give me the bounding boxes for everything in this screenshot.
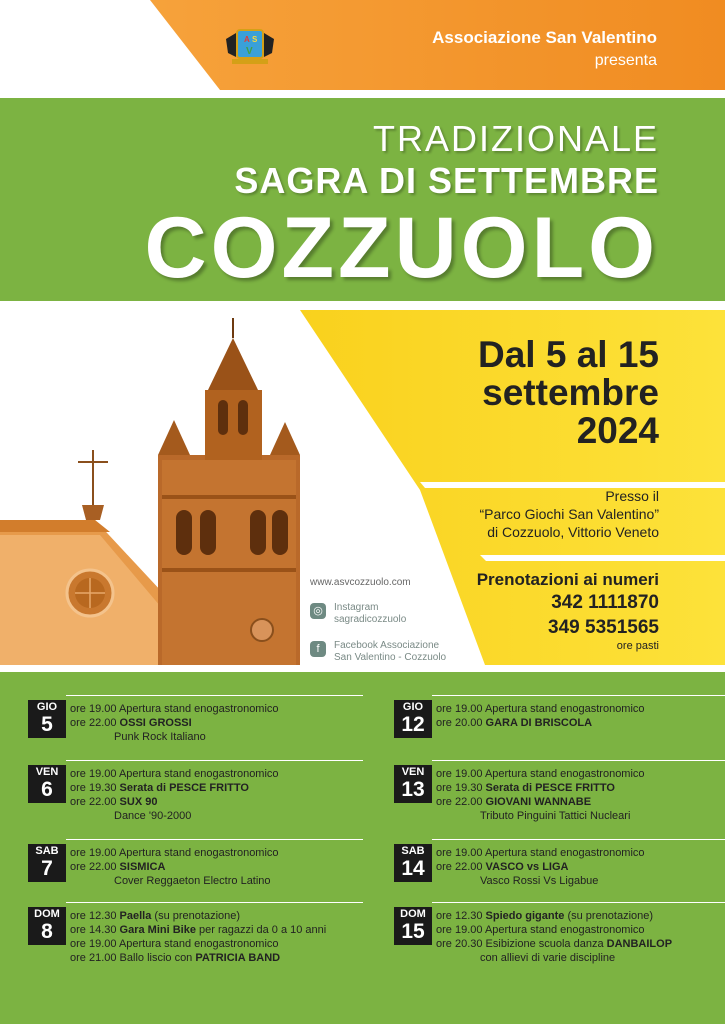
event-text: OSSI GROSSI bbox=[119, 717, 192, 729]
event-row bbox=[436, 937, 672, 951]
event-text: Apertura stand enogastronomico bbox=[118, 703, 279, 715]
event-time: ore 19.00 bbox=[436, 703, 483, 715]
event-row bbox=[436, 951, 672, 965]
title-line-traditional: TRADIZIONALE bbox=[372, 118, 659, 159]
event-row bbox=[436, 909, 672, 923]
day-badge bbox=[28, 765, 66, 803]
day-name: GIO bbox=[36, 701, 58, 713]
event-text: SUX 90 bbox=[119, 796, 158, 808]
event-time: ore 19.30 bbox=[436, 782, 483, 794]
day-number: 15 bbox=[401, 920, 425, 943]
svg-text:V: V bbox=[246, 46, 253, 57]
event-text: Apertura stand enogastronomico bbox=[484, 768, 645, 780]
day-number: 5 bbox=[41, 713, 53, 736]
dates-line1: Dal 5 al 15 bbox=[477, 334, 659, 375]
day-badge bbox=[394, 844, 432, 882]
event-time: ore 14.30 bbox=[70, 924, 117, 936]
event-list bbox=[436, 846, 645, 888]
event-time: ore 19.00 bbox=[70, 768, 117, 780]
day-name: DOM bbox=[34, 908, 60, 920]
event-row bbox=[436, 860, 645, 874]
instagram-contact[interactable] bbox=[310, 602, 406, 626]
event-text: Tributo Pinguini Tattici Nucleari bbox=[480, 810, 631, 822]
event-location bbox=[480, 487, 660, 541]
event-text: VASCO vs LIGA bbox=[485, 861, 569, 873]
divider-line bbox=[66, 695, 363, 696]
event-text: GIOVANI WANNABE bbox=[485, 796, 592, 808]
website-link[interactable]: www.asvcozzuolo.com bbox=[310, 577, 411, 588]
title-line-cozzuolo: COZZUOLO bbox=[144, 200, 659, 296]
event-row bbox=[436, 767, 645, 781]
day-number: 6 bbox=[41, 778, 53, 801]
event-text: Punk Rock Italiano bbox=[114, 731, 206, 743]
event-text: Serata di PESCE FRITTO bbox=[119, 782, 249, 794]
event-text: Apertura stand enogastronomico bbox=[484, 703, 645, 715]
event-row bbox=[70, 846, 279, 860]
event-list bbox=[70, 846, 279, 888]
dates-line2: settembre bbox=[482, 372, 659, 413]
event-time: ore 21.00 bbox=[70, 952, 117, 964]
association-name: Associazione San Valentino bbox=[432, 28, 657, 47]
event-time: ore 22.00 bbox=[70, 717, 117, 729]
event-row bbox=[436, 923, 672, 937]
day-number: 7 bbox=[41, 857, 53, 880]
event-row bbox=[436, 809, 645, 823]
event-text: Dance '90-2000 bbox=[114, 810, 192, 822]
event-row bbox=[70, 951, 326, 965]
event-row bbox=[436, 781, 645, 795]
booking-note: ore pasti bbox=[616, 640, 659, 652]
event-row bbox=[436, 874, 645, 888]
event-list bbox=[70, 909, 326, 965]
day-number: 12 bbox=[401, 713, 425, 736]
day-badge bbox=[394, 700, 432, 738]
event-list bbox=[70, 767, 279, 823]
event-row bbox=[436, 795, 645, 809]
event-extra: PATRICIA BAND bbox=[195, 952, 281, 964]
dates-line3: 2024 bbox=[576, 410, 659, 451]
day-name: SAB bbox=[401, 845, 425, 857]
event-row bbox=[70, 781, 279, 795]
divider-line bbox=[66, 902, 363, 903]
event-row bbox=[436, 846, 645, 860]
event-text: Esibizione scuola danza bbox=[485, 938, 604, 950]
event-time: ore 19.00 bbox=[70, 703, 117, 715]
event-text: Spiedo gigante bbox=[485, 910, 565, 922]
day-name: GIO bbox=[402, 701, 424, 713]
event-text: Gara Mini Bike bbox=[119, 924, 196, 936]
event-time: ore 22.00 bbox=[436, 796, 483, 808]
event-text: Apertura stand enogastronomico bbox=[118, 768, 279, 780]
location-line2: “Parco Giochi San Valentino” bbox=[479, 506, 659, 522]
event-text: Apertura stand enogastronomico bbox=[118, 938, 279, 950]
event-row bbox=[70, 909, 326, 923]
event-time: ore 20.00 bbox=[436, 717, 483, 729]
event-extra: (su prenotazione) bbox=[567, 910, 654, 922]
event-list bbox=[70, 702, 279, 744]
instagram-icon: ◎ bbox=[310, 603, 326, 619]
event-row bbox=[70, 702, 279, 716]
event-list bbox=[436, 702, 645, 730]
day-badge bbox=[394, 765, 432, 803]
day-number: 13 bbox=[401, 778, 425, 801]
event-time: ore 19.30 bbox=[70, 782, 117, 794]
day-number: 8 bbox=[41, 920, 53, 943]
event-time: ore 19.00 bbox=[70, 847, 117, 859]
event-text: Vasco Rossi Vs Ligabue bbox=[480, 875, 599, 887]
day-name: SAB bbox=[35, 845, 59, 857]
event-row bbox=[436, 716, 645, 730]
event-dates bbox=[478, 336, 659, 450]
event-text: Cover Reggaeton Electro Latino bbox=[114, 875, 271, 887]
svg-text:S: S bbox=[252, 35, 258, 44]
title-line-sagra: SAGRA DI SETTEMBRE bbox=[234, 160, 659, 201]
day-number: 14 bbox=[401, 857, 425, 880]
divider-line bbox=[432, 695, 725, 696]
event-text: Apertura stand enogastronomico bbox=[484, 847, 645, 859]
booking-phone-2[interactable]: 349 5351565 bbox=[548, 617, 659, 638]
booking-label: Prenotazioni ai numeri bbox=[476, 570, 659, 589]
event-time: ore 22.00 bbox=[70, 861, 117, 873]
event-text: Ballo liscio con bbox=[119, 952, 193, 964]
event-text: Apertura stand enogastronomico bbox=[484, 924, 645, 936]
event-time: ore 20.30 bbox=[436, 938, 483, 950]
day-badge bbox=[28, 844, 66, 882]
event-row bbox=[70, 730, 279, 744]
facebook-line1: Facebook Associazione bbox=[334, 640, 440, 651]
event-row bbox=[70, 860, 279, 874]
event-row bbox=[70, 937, 326, 951]
event-time: ore 19.00 bbox=[436, 768, 483, 780]
event-time: ore 19.00 bbox=[436, 924, 483, 936]
facebook-icon: f bbox=[310, 641, 326, 657]
facebook-line2: San Valentino - Cozzuolo bbox=[334, 652, 447, 663]
event-row bbox=[436, 702, 645, 716]
event-text: Apertura stand enogastronomico bbox=[118, 847, 279, 859]
program-section bbox=[0, 672, 725, 1024]
event-row bbox=[70, 874, 279, 888]
divider-line bbox=[66, 760, 363, 761]
event-list bbox=[436, 767, 645, 823]
event-text: GARA DI BRISCOLA bbox=[485, 717, 593, 729]
event-row bbox=[70, 767, 279, 781]
event-time: ore 12.30 bbox=[436, 910, 483, 922]
event-extra: per ragazzi da 0 a 10 anni bbox=[199, 924, 327, 936]
instagram-line1: Instagram bbox=[334, 602, 379, 613]
event-row bbox=[70, 716, 279, 730]
event-time: ore 12.30 bbox=[70, 910, 117, 922]
divider-line bbox=[432, 839, 725, 840]
event-extra: (su prenotazione) bbox=[154, 910, 241, 922]
presenta-label: presenta bbox=[594, 52, 657, 69]
day-badge bbox=[394, 907, 432, 945]
event-time: ore 19.00 bbox=[70, 938, 117, 950]
event-text: SISMICA bbox=[119, 861, 166, 873]
day-badge bbox=[28, 700, 66, 738]
event-list bbox=[436, 909, 672, 965]
event-time: ore 22.00 bbox=[70, 796, 117, 808]
day-name: DOM bbox=[400, 908, 426, 920]
day-name: VEN bbox=[35, 766, 59, 778]
event-time: ore 22.00 bbox=[436, 861, 483, 873]
day-badge bbox=[28, 907, 66, 945]
booking-phone-1[interactable]: 342 1111870 bbox=[551, 592, 659, 613]
location-line1: Presso il bbox=[605, 488, 659, 504]
divider-line bbox=[432, 902, 725, 903]
event-extra: DANBAILOP bbox=[606, 938, 673, 950]
day-name: VEN bbox=[401, 766, 425, 778]
event-text: con allievi di varie discipline bbox=[480, 952, 616, 964]
event-row bbox=[70, 809, 279, 823]
divider-line bbox=[66, 839, 363, 840]
facebook-contact[interactable] bbox=[310, 640, 446, 664]
svg-text:A: A bbox=[244, 35, 250, 44]
event-time: ore 19.00 bbox=[436, 847, 483, 859]
instagram-line2: sagradicozzuolo bbox=[334, 614, 407, 625]
event-text: Serata di PESCE FRITTO bbox=[485, 782, 615, 794]
event-row bbox=[70, 923, 326, 937]
event-text: Paella bbox=[119, 910, 152, 922]
event-row bbox=[70, 795, 279, 809]
divider-line bbox=[432, 760, 725, 761]
location-line3: di Cozzuolo, Vittorio Veneto bbox=[487, 524, 659, 540]
association-logo bbox=[224, 27, 276, 65]
